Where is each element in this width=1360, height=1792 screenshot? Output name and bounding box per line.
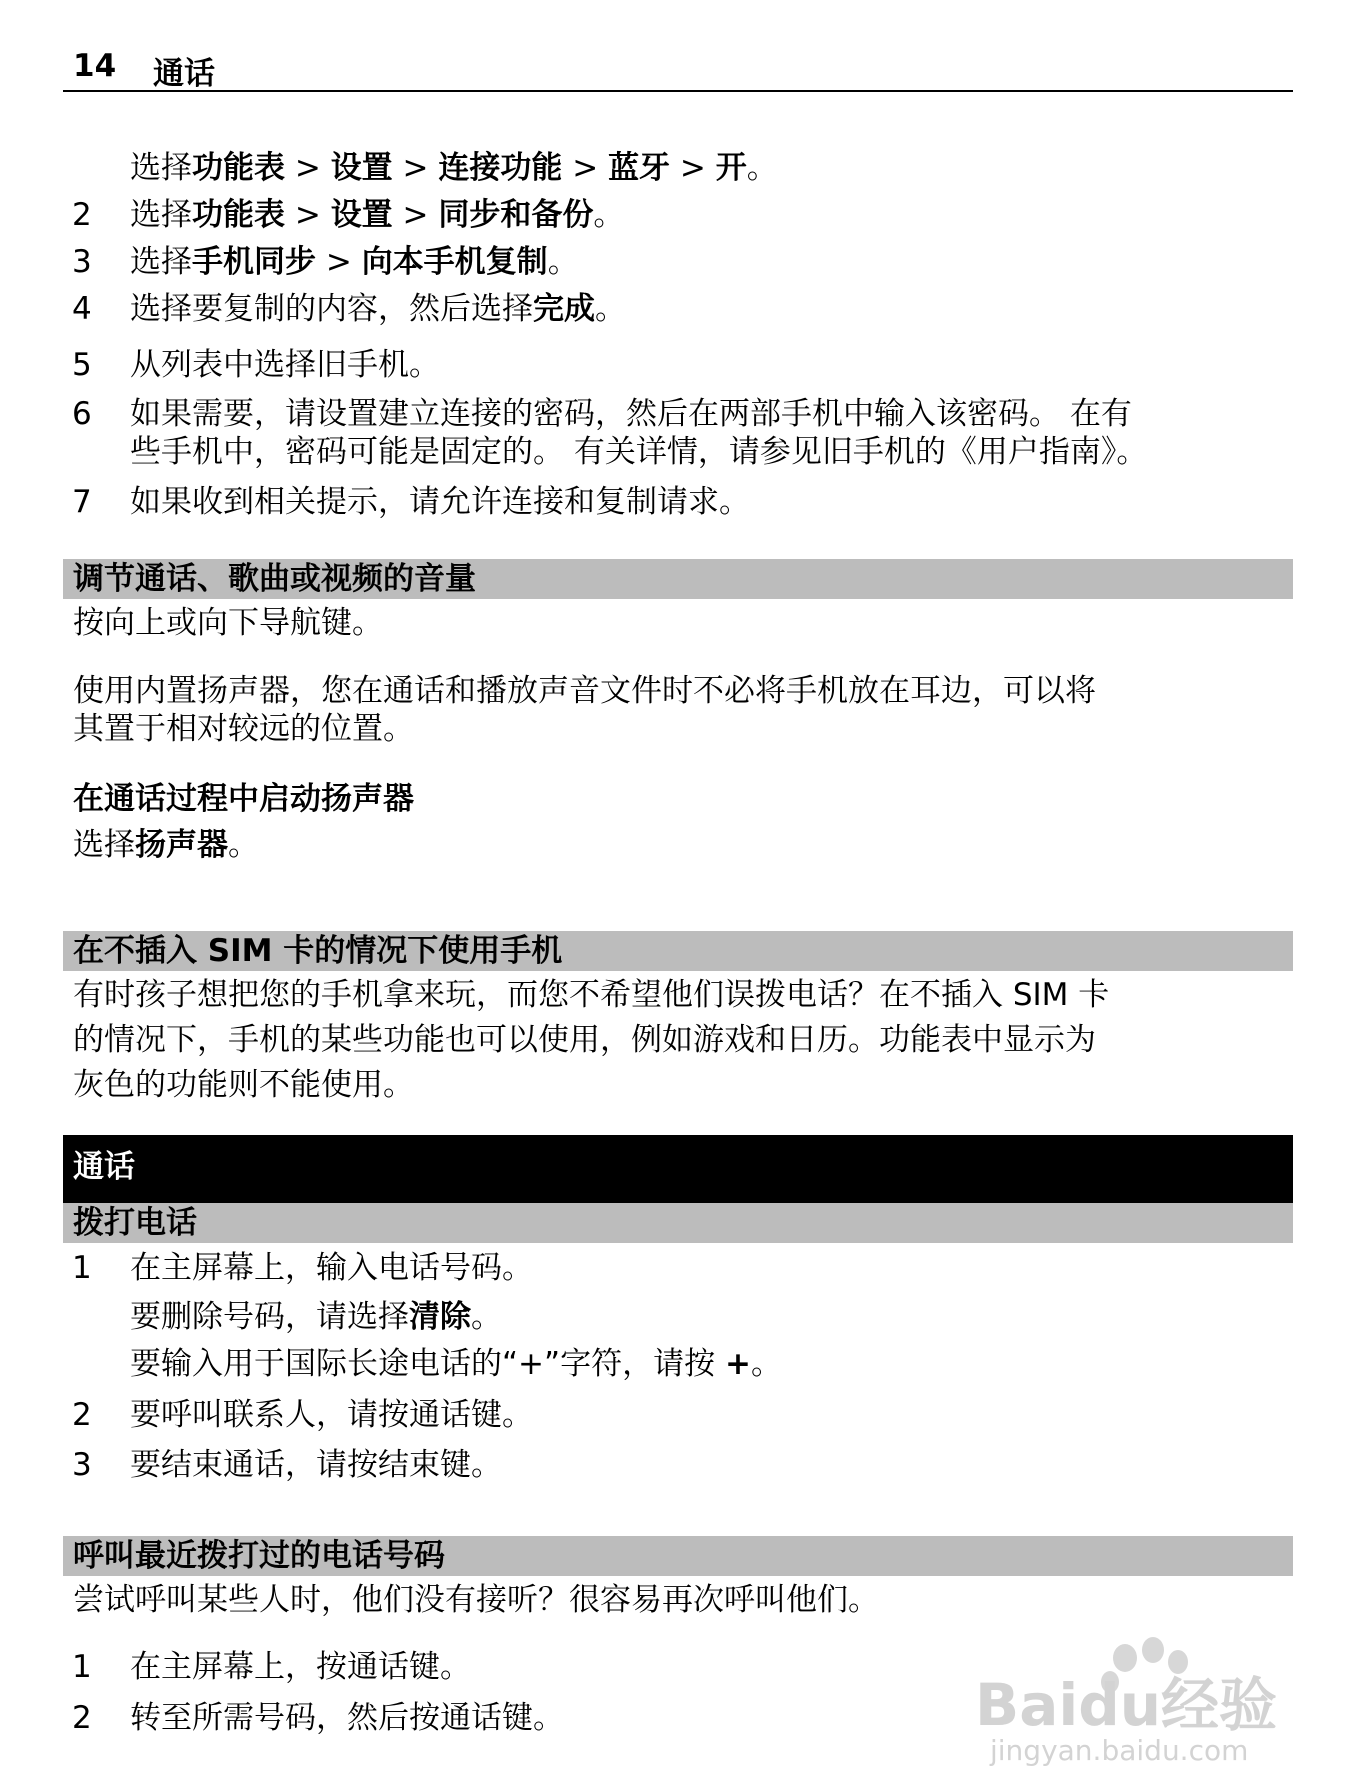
speaker-para-line-1: 使用内置扬声器，您在通话和播放声音文件时不必将手机放在耳边，可以将 <box>73 673 1096 709</box>
page-chapter-title: 通话 <box>153 56 215 92</box>
step-number: 6 <box>72 396 92 432</box>
step-5-text: 从列表中选择旧手机。 <box>130 347 440 383</box>
step-number: 7 <box>72 484 92 520</box>
subheading-speaker: 在通话过程中启动扬声器 <box>73 781 414 817</box>
step-4-text: 选择要复制的内容，然后选择完成。 <box>130 291 626 327</box>
call-step-3-text: 要结束通话，请按结束键。 <box>130 1447 502 1483</box>
nosim-line-1: 有时孩子想把您的手机拿来玩，而您不希望他们误拨电话？在不插入 SIM 卡 <box>73 977 1110 1013</box>
step-number: 1 <box>72 1250 92 1286</box>
step-1-continued: 选择功能表 > 设置 > 连接功能 > 蓝牙 > 开。 <box>130 150 778 186</box>
step-6-line-1: 如果需要，请设置建立连接的密码，然后在两部手机中输入该密码。 在有 <box>130 396 1132 432</box>
watermark-logo-text: Baidu经验 <box>975 1671 1278 1739</box>
call-step-1-international: 要输入用于国际长途电话的“+”字符，请按 +。 <box>130 1346 782 1382</box>
redial-step-2-text: 转至所需号码，然后按通话键。 <box>130 1700 564 1736</box>
redial-intro: 尝试呼叫某些人时，他们没有接听？很容易再次呼叫他们。 <box>73 1582 879 1618</box>
watermark-url: jingyan.baidu.com <box>990 1734 1249 1767</box>
nosim-line-3: 灰色的功能则不能使用。 <box>73 1067 414 1103</box>
step-number: 2 <box>72 197 92 233</box>
step-number: 3 <box>72 1447 92 1483</box>
step-3-text: 选择手机同步 > 向本手机复制。 <box>130 244 579 280</box>
nosim-line-2: 的情况下，手机的某些功能也可以使用，例如游戏和日历。功能表中显示为 <box>73 1022 1096 1058</box>
step-2-text: 选择功能表 > 设置 > 同步和备份。 <box>130 197 625 233</box>
speaker-para-line-2: 其置于相对较远的位置。 <box>73 711 414 747</box>
redial-step-1-text: 在主屏幕上，按通话键。 <box>130 1649 471 1685</box>
section-heading-redial: 呼叫最近拨打过的电话号码 <box>63 1536 1293 1576</box>
chapter-heading-calls: 通话 <box>63 1135 1293 1209</box>
step-number: 2 <box>72 1397 92 1433</box>
section-heading-volume: 调节通话、歌曲或视频的音量 <box>63 559 1293 599</box>
step-number: 5 <box>72 347 92 383</box>
call-step-2-text: 要呼叫联系人，请按通话键。 <box>130 1397 533 1433</box>
step-number: 3 <box>72 244 92 280</box>
step-6-line-2: 些手机中，密码可能是固定的。 有关详情，请参见旧手机的《用户指南》。 <box>130 434 1148 470</box>
section-heading-make-call: 拨打电话 <box>63 1203 1293 1243</box>
call-step-1-text: 在主屏幕上，输入电话号码。 <box>130 1250 533 1286</box>
step-number: 4 <box>72 291 92 327</box>
step-7-text: 如果收到相关提示，请允许连接和复制请求。 <box>130 484 750 520</box>
page-number: 14 <box>73 48 117 84</box>
section-heading-nosim: 在不插入 SIM 卡的情况下使用手机 <box>63 931 1293 971</box>
speaker-instruction: 选择扬声器。 <box>73 827 259 863</box>
baidu-watermark <box>960 1620 1290 1770</box>
step-number: 2 <box>72 1700 92 1736</box>
page-header <box>63 46 1293 92</box>
step-number: 1 <box>72 1649 92 1685</box>
volume-instruction: 按向上或向下导航键。 <box>73 605 383 641</box>
call-step-1-delete: 要删除号码，请选择清除。 <box>130 1299 502 1335</box>
